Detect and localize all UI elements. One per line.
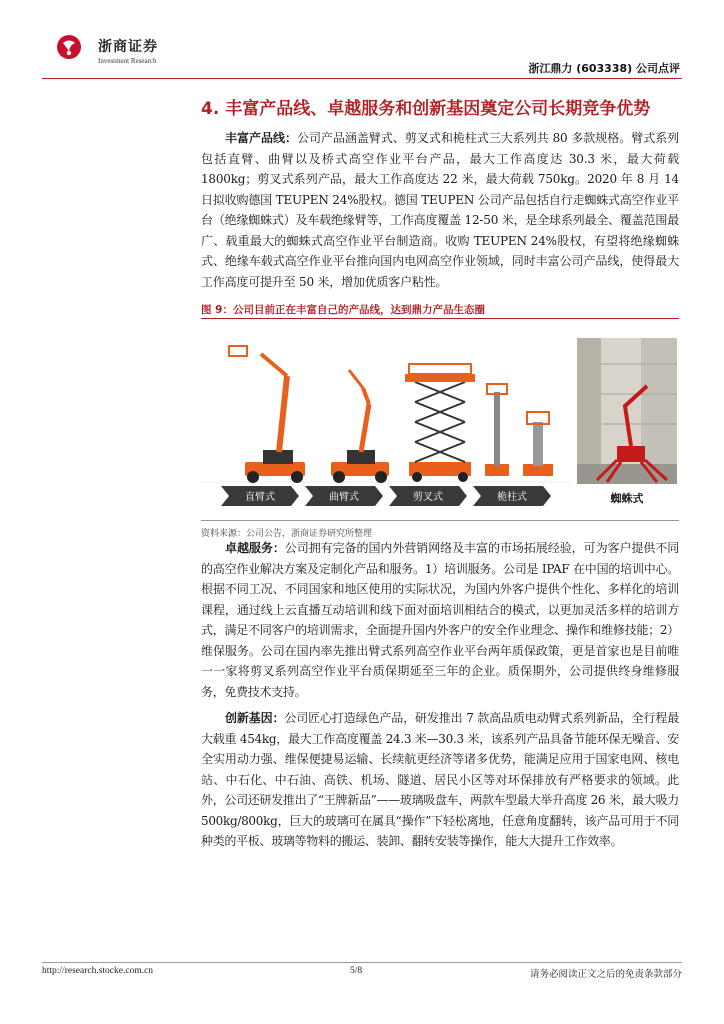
paragraph-service: [201, 538, 679, 702]
spider-lift-photo: [577, 338, 677, 484]
paragraph-text: 公司拥有完备的国内外营销网络及丰富的市场拓展经验，可为客户提供不同的高空作业解决方案及定制化产品和服务。1）培训服务。公司是 IPAF 在中国的培训中心。根据不同工况、不同国家和地区使用的实际状况，为国内外客户提供个性化、多样化的培训课程，通过线上云直播互动培训和线下面对面培训相结合的模式，以更加灵活多样的培训方式，满足不同客户的培训需求，全面提升国内外客户的安全作业理念、操作和维修技能；2）维保服务。公司在国内率先推出臂式系列高空作业平台两年质保政策，更是首家也是目前唯一一家将剪叉系列高空作业平台质保期延至三年的企业。质保期外，公司提供终身维修服务，免费技术支持。: [201, 541, 679, 699]
section-title: 4. 丰富产品线、卓越服务和创新基因奠定公司长期竞争优势: [201, 99, 651, 119]
page-header: [42, 30, 682, 80]
label-straight-boom: 直臂式: [245, 492, 275, 503]
figure-source: 资料来源：公司公告，浙商证券研究所整理: [201, 529, 373, 539]
figure-bottom-divider: [201, 520, 679, 521]
label-mast: 桅柱式: [497, 492, 527, 503]
paragraph-text: 公司匠心打造绿色产品，研发推出 7 款高品质电动臂式系列新品，全行程最大载重 454kg，最大工作高度覆盖 24.3 米—30.3 米，该系列产品具备节能环保无噪音、安全实用动力强、维保便捷易运输、长续航更经济等诸多优势，能满足应用于国家电网、核电站、中石化、中石油、高铁、机场、隧道、居民小区等对环保排放有严格要求的领域。此外，公司还研发推出了“王牌新品”——玻璃吸盘车，两款车型最大举升高度 26 米，最大吸力 500kg/800kg，巨大的玻璃可在属具“操作”下轻松离地，任意角度翻转，该产品可用于不同种类的平板、玻璃等物料的搬运、装卸、翻转安装等操作，能大大提升工作效率。: [201, 711, 679, 848]
figure-top-divider: [201, 318, 679, 319]
footer-disclaimer: 请务必阅读正文之后的免责条款部分: [529, 969, 682, 980]
paragraph-innovation: [201, 708, 679, 852]
paragraph-text: 公司产品涵盖臂式、剪叉式和桅柱式三大系列共 80 多款规格。臂式系列包括直臂、曲臂以及桥式高空作业平台产品，最大工作高度达 30.3 米，最大荷载 1800kg；剪叉式系列产品，最大工作高度达 22 米，最大荷载 750kg。2020 年 8 月 14 日拟收购德国 TEUPEN 24%股权。德国 TEUPEN 公司产品包括自行走蜘蛛式高空作业平台（绝缘蜘蛛式）及车载绝缘臂等，工作高度覆盖 12-50 米，是全球系列最全、覆盖范围最广、载重最大的蜘蛛式高空作业平台制造商。收购 TEUPEN 24%股权，有望将绝缘蜘蛛式、绝缘车载式高空作业平台推向国内电网高空作业领域，同时丰富公司产品线，使得最大工作高度可提升至 50 米，增加优质客户粘性。: [201, 131, 679, 289]
report-identifier: 浙江鼎力 (603338) 公司点评: [528, 62, 680, 75]
footer-divider: [42, 962, 682, 963]
label-spider: 蜘蛛式: [610, 492, 644, 505]
product-figure: [201, 334, 679, 514]
footer-url[interactable]: http://research.stocke.com.cn: [42, 966, 154, 976]
paragraph-lead: 创新基因：: [225, 711, 285, 725]
paragraph-lead: 丰富产品线：: [225, 131, 297, 145]
label-scissor: 剪叉式: [413, 492, 443, 503]
page-number: 5/8: [350, 966, 363, 976]
paragraph-product-line: [201, 128, 679, 292]
brand-subtitle: Investment Research: [98, 57, 157, 65]
paragraph-lead: 卓越服务：: [225, 541, 285, 555]
brand-name: 浙商证券: [98, 39, 158, 55]
label-articulating-boom: 曲臂式: [329, 492, 359, 503]
figure-caption: 图 9：公司目前正在丰富自己的产品线，达到鼎力产品生态圈: [201, 304, 485, 316]
brand-logo-icon: [56, 34, 82, 60]
header-divider: [42, 78, 682, 79]
